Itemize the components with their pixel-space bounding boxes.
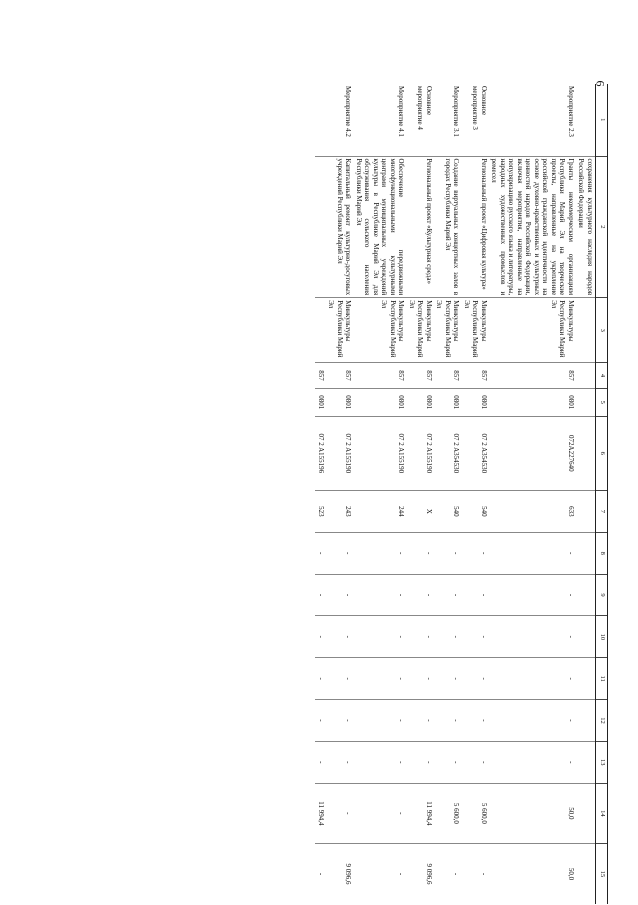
cell-year: - (489, 658, 576, 700)
cell-year: - (462, 574, 490, 616)
cell-year: - (489, 700, 576, 742)
cell-year: - (326, 700, 354, 742)
cell-year: - (407, 616, 435, 658)
cell-event-name: сохранения культурного наследия народов Российской Федерации (576, 156, 596, 298)
table-row (576, 84, 596, 904)
cell-year: - (462, 844, 490, 904)
cell-year (576, 700, 596, 742)
cell-event-name (316, 156, 327, 298)
cell-year (576, 532, 596, 574)
column-header: 2 (596, 156, 608, 298)
cell-year (576, 658, 596, 700)
cell-csr (576, 416, 596, 490)
cell-responsible: Минкультуры Республики Марий Эл (326, 298, 354, 363)
budget-table (316, 84, 609, 904)
column-header: 1 (596, 84, 608, 156)
cell-year: - (407, 658, 435, 700)
cell-vr: 633 (489, 490, 576, 532)
cell-year: 11 994,4 (407, 783, 435, 843)
cell-year: - (489, 574, 576, 616)
cell-rzpr: 0801 (434, 388, 462, 416)
cell-year: - (326, 616, 354, 658)
cell-year: - (354, 574, 407, 616)
cell-year: - (407, 741, 435, 783)
cell-event-number (576, 84, 596, 156)
cell-rzpr (576, 388, 596, 416)
cell-year: - (434, 658, 462, 700)
cell-responsible: Минкультуры Республики Марий Эл (434, 298, 462, 363)
cell-year: - (316, 741, 327, 783)
table-row (489, 84, 576, 904)
cell-vr (576, 490, 596, 532)
column-header: 3 (596, 298, 608, 363)
cell-vr: 523 (316, 490, 327, 532)
column-header: 11 (596, 658, 608, 700)
cell-year: - (326, 532, 354, 574)
table-row (434, 84, 462, 904)
column-header: 5 (596, 388, 608, 416)
cell-year: - (489, 741, 576, 783)
column-header: 4 (596, 363, 608, 389)
column-header: 10 (596, 616, 608, 658)
cell-rzpr: 0801 (316, 388, 327, 416)
table-row (354, 84, 407, 904)
cell-grbs: 857 (434, 363, 462, 389)
cell-year: - (326, 741, 354, 783)
cell-year: - (316, 700, 327, 742)
cell-rzpr: 0801 (407, 388, 435, 416)
cell-vr: 244 (354, 490, 407, 532)
cell-year: - (462, 741, 490, 783)
cell-event-name: Обеспечение передвижными многофункциональными культурными центрами муниципальных учреждений культуры в Республике Марий Эл для обслуживания сельского населения Республики Марий Эл (354, 156, 407, 298)
cell-year: - (462, 700, 490, 742)
cell-year: - (354, 741, 407, 783)
cell-vr: 540 (434, 490, 462, 532)
table-header (596, 84, 608, 904)
table-body (316, 84, 596, 904)
column-header: 12 (596, 700, 608, 742)
cell-event-name: Капитальный ремонт культурно-досуговых учреждений Республики Марий Эл (326, 156, 354, 298)
cell-rzpr: 0801 (489, 388, 576, 416)
column-header: 14 (596, 783, 608, 843)
cell-year (576, 741, 596, 783)
cell-year: - (434, 741, 462, 783)
cell-vr: 243 (326, 490, 354, 532)
cell-csr: 072A227640 (489, 416, 576, 490)
cell-year: - (316, 532, 327, 574)
cell-grbs: 857 (462, 363, 490, 389)
cell-responsible: Минкультуры Республики Марий Эл (407, 298, 435, 363)
cell-year: - (407, 574, 435, 616)
cell-event-number: Мероприятие 3.1 (452, 86, 461, 137)
cell-csr: 07 2 A155190 (326, 416, 354, 490)
table-row (462, 84, 490, 904)
cell-year: - (462, 532, 490, 574)
cell-year: 5 600,0 (434, 783, 462, 843)
cell-responsible: Минкультуры Республики Марий Эл (489, 298, 576, 363)
cell-event-number: Основное мероприятие 3 (471, 86, 488, 130)
cell-year: 50,0 (489, 844, 576, 904)
cell-year: - (354, 532, 407, 574)
table-row (326, 84, 354, 904)
cell-event-number: Мероприятие 2.3 (567, 86, 575, 137)
cell-year: - (407, 532, 435, 574)
column-header: 6 (596, 416, 608, 490)
cell-year: - (434, 532, 462, 574)
cell-csr: 07 2 A354530 (462, 416, 490, 490)
cell-year: - (316, 616, 327, 658)
cell-year: - (326, 783, 354, 843)
table-row (316, 84, 327, 904)
cell-year: - (434, 616, 462, 658)
table-row (407, 84, 435, 904)
cell-year: - (434, 574, 462, 616)
cell-responsible (316, 298, 327, 363)
cell-event-number: Основное мероприятие 4 (416, 86, 433, 130)
cell-year: - (316, 658, 327, 700)
cell-rzpr: 0801 (326, 388, 354, 416)
cell-year: - (326, 574, 354, 616)
cell-year: - (489, 616, 576, 658)
column-header: 7 (596, 490, 608, 532)
cell-grbs (576, 363, 596, 389)
cell-responsible: Минкультуры Республики Марий Эл (354, 298, 407, 363)
cell-year: - (316, 574, 327, 616)
cell-year: 9 096,6 (407, 844, 435, 904)
cell-year (576, 783, 596, 843)
cell-rzpr: 0801 (462, 388, 490, 416)
cell-grbs: 857 (354, 363, 407, 389)
cell-year: - (407, 700, 435, 742)
column-header: 15 (596, 844, 608, 904)
cell-event-name: Региональный проект «Цифровая культура» (462, 156, 490, 298)
cell-rzpr: 0801 (354, 388, 407, 416)
cell-year: 9 096,6 (326, 844, 354, 904)
cell-year: - (434, 844, 462, 904)
cell-event-name: Региональный проект «Культурная среда» (407, 156, 435, 298)
cell-grbs: 857 (407, 363, 435, 389)
cell-csr: 07 2 A155190 (354, 416, 407, 490)
cell-year: 5 600,0 (462, 783, 490, 843)
cell-year: 50,0 (489, 783, 576, 843)
cell-csr: 07 2 A354530 (434, 416, 462, 490)
rotated-table-frame (88, 84, 608, 904)
cell-year: - (462, 616, 490, 658)
cell-csr: 07 2 A155190 (407, 416, 435, 490)
page-number: 6 (593, 80, 608, 87)
cell-year (576, 616, 596, 658)
cell-year (576, 574, 596, 616)
cell-responsible: Минкультуры Республики Марий Эл (462, 298, 490, 363)
cell-year: - (462, 658, 490, 700)
cell-csr: 07 2 A155196 (316, 416, 327, 490)
header-row (596, 84, 608, 904)
cell-year: - (489, 532, 576, 574)
cell-year: - (354, 783, 407, 843)
cell-vr: X (407, 490, 435, 532)
cell-event-number: Мероприятие 4.2 (344, 86, 353, 137)
cell-vr: 540 (462, 490, 490, 532)
cell-event-name: Создание виртуальных концертных залов в городах Республики Марий Эл (434, 156, 462, 298)
cell-event-number: Мероприятие 4.1 (397, 86, 406, 137)
cell-year: - (434, 700, 462, 742)
cell-event-number (316, 84, 327, 156)
cell-year: - (354, 844, 407, 904)
cell-year: 11 994,4 (316, 783, 327, 843)
cell-grbs: 857 (316, 363, 327, 389)
column-header: 8 (596, 532, 608, 574)
cell-grbs: 857 (489, 363, 576, 389)
cell-responsible (576, 298, 596, 363)
cell-event-name: Гранты некоммерческим организациям Республики Марий Эл на творческие проекты, направленные на укрепление российской гражданской идентичности на основе духовно-нравственных и культурных ценностей народов Российской Федерации, включая мероприятия, направленные на популяризацию русского языка и литературы, народных художественных промыслов и ремесел (489, 156, 576, 298)
cell-year: - (354, 616, 407, 658)
cell-year: - (316, 844, 327, 904)
cell-year: - (354, 700, 407, 742)
cell-year: - (326, 658, 354, 700)
column-header: 13 (596, 741, 608, 783)
cell-year (576, 844, 596, 904)
cell-grbs: 857 (326, 363, 354, 389)
column-header: 9 (596, 574, 608, 616)
cell-year: - (354, 658, 407, 700)
